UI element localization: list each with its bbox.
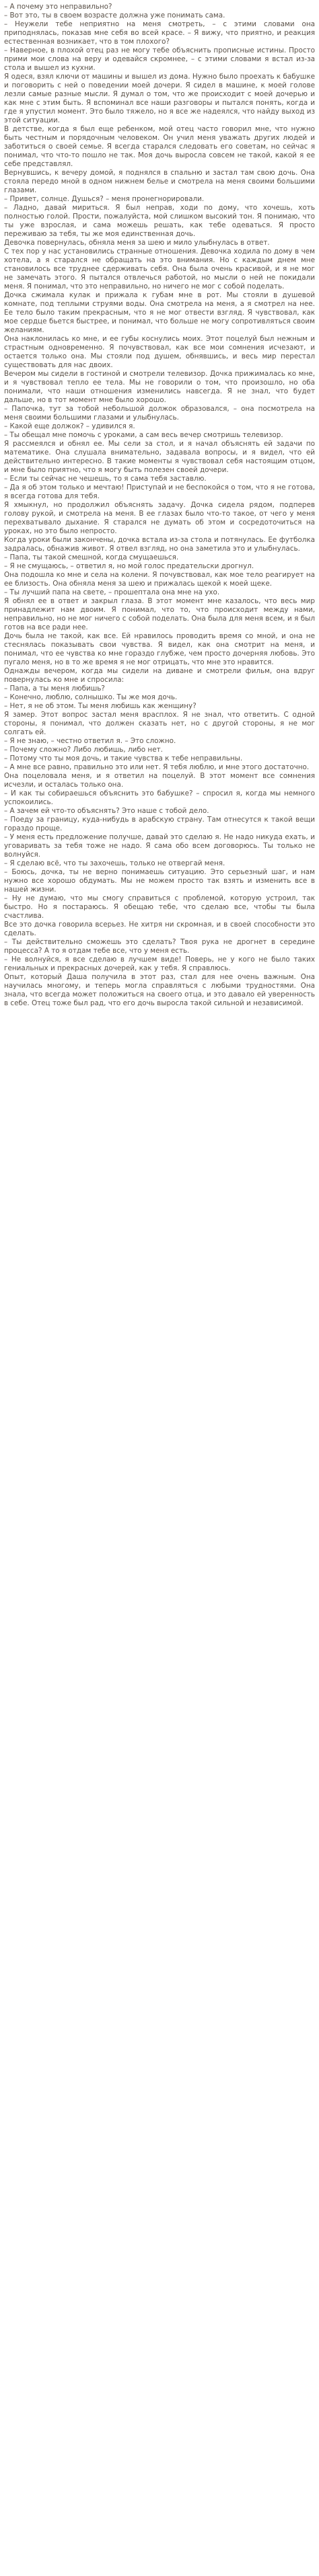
story-paragraph: Она подошла ко мне и села на колени. Я почувствовал, как мое тело реагирует на ее близость. Она обняла меня за шею и прижалась щекой к моей щеке. — [4, 571, 315, 588]
story-paragraph: – Если ты сейчас не чешешь, то я сама тебя заставлю. — [4, 475, 207, 483]
story-paragraph: Дочь была не такой, как все. Ей нравилось проводить время со мной, и она не стеснялась показывать свои чувства. Я видел, как она смотрит на меня, и понимал, что ее чувства ко мне гораздо глубже, чем просто дочерняя любовь. Это пугало меня, но в то же время я не мог отрицать, что мне это нравится. — [4, 632, 315, 666]
story-paragraph: – Папочка, тут за тобой небольшой должок образовался, – она посмотрела на меня своими большими глазами и улыбнулась. — [4, 405, 315, 422]
story-paragraph: – Я не смущаюсь, – ответил я, но мой голос предательски дрогнул. — [4, 562, 254, 570]
story-paragraph: – Папа, а ты меня любишь? — [4, 685, 105, 693]
story-paragraph: – Почему сложно? Либо любишь, либо нет. — [4, 746, 163, 754]
story-paragraph: – Папа, ты такой смешной, когда смущаешься. — [4, 553, 179, 561]
story-paragraph: Я замер. Этот вопрос застал меня врасплох. Я не знал, что ответить. С одной стороны, я понимал, что должен сказать нет, но с другой стороны, я не мог солгать ей. — [4, 711, 315, 736]
story-paragraph: – Ты действительно сможешь это сделать? Твоя рука не дрогнет в середине процесса? А то я отдам тебе все, что у меня есть. — [4, 938, 315, 955]
story-paragraph: – Ладно, давай мириться. Я был неправ, ходи по дому, что хочешь, хоть полностью голой. Прости, пожалуйста, мой слишком высокий тон. Я понимаю, что ты уже взрослая, и сама можешь решать, как тебе одеваться. Я просто переживаю за тебя, ты же моя единственная дочь. — [4, 204, 315, 238]
story-paragraph: Девочка повернулась, обняла меня за шею и мило улыбнулась в ответ. — [4, 239, 270, 247]
story-paragraph: Однажды вечером, когда мы сидели на диване и смотрели фильм, она вдруг повернулась ко мне и спросила: — [4, 667, 315, 684]
story-paragraph: – Привет, солнце. Душься? – меня пронегнорировали. — [4, 195, 205, 203]
story-paragraph: – Не волнуйся, я все сделаю в лучшем виде! Поверь, не у кого не было таких гениальных и прекрасных дочерей, как у тебя. Я справлюсь. — [4, 955, 315, 972]
story-paragraph: В детстве, когда я был еще ребенком, мой отец часто говорил мне, что нужно быть честным и порядочным человеком. Он учил меня уважать других людей и заботиться о своей семье. Я всегда старался следовать его советам, но сейчас я понимал, что что-то пошло не так. Моя дочь выросла совсем не такой, какой я ее себе представлял. — [4, 125, 315, 168]
story-paragraph: Я обнял ее в ответ и закрыл глаза. В этот момент мне казалось, что весь мир принадлежит нам двоим. Я понимал, что то, что происходит между нами, неправильно, но не мог ничего с собой поделать. Она была для меня всем, и я был готов на все ради нее. — [4, 597, 315, 631]
story-document — [0, 0, 319, 1008]
story-paragraph: Я хмыкнул, но продолжил объяснять задачу. Дочка сидела рядом, подперев голову рукой, и смотрела на меня. В ее глазах было что-то такое, от чего у меня перехватывало дыхание. Я старался не думать об этом и сосредоточиться на уроках, но это было непросто. — [4, 501, 315, 535]
story-paragraph: Когда уроки были закончены, дочка встала из-за стола и потянулась. Ее футболка задралась, обнажив живот. Я отвел взгляд, но она заметила это и улыбнулась. — [4, 536, 315, 553]
story-paragraph: – Конечно, люблю, солнышко. Ты же моя дочь. — [4, 693, 178, 701]
story-paragraph: – Да я об этом только и мечтаю! Приступай и не беспокойся о том, что я не готова, я всегда готова для тебя. — [4, 483, 315, 500]
story-paragraph: – Нет, я не об этом. Ты меня любишь как женщину? — [4, 702, 197, 710]
story-paragraph: Она наклонилась ко мне, и ее губы коснулись моих. Этот поцелуй был нежным и страстным одновременно. Я почувствовал, как все мои сомнения исчезают, и остается только она. Мы стояли под душем, обнявшись, и весь мир перестал существовать для нас двоих. — [4, 335, 315, 369]
story-paragraph: Вечером мы сидели в гостиной и смотрели телевизор. Дочка прижималась ко мне, и я чувствовал тепло ее тела. Мы не говорили о том, что произошло, но оба понимали, что наши отношения изменились навсегда. Я не знал, что будет дальше, но в тот момент мне было хорошо. — [4, 370, 315, 404]
story-paragraph: – И как ты собираешься объяснить это бабушке? – спросил я, когда мы немного успокоились. — [4, 789, 315, 806]
story-paragraph: – Поеду за границу, куда-нибудь в арабскую страну. Там отнесутся к такой вещи гораздо проще. — [4, 816, 315, 832]
story-paragraph: – Боюсь, дочка, ты не верно понимаешь ситуацию. Это серьезный шаг, и нам нужно все хорошо обдумать. Мы не можем просто так взять и изменить все в нашей жизни. — [4, 868, 315, 894]
story-paragraph: – А зачем ей что-то объяснять? Это наше с тобой дело. — [4, 807, 209, 815]
story-paragraph: – Вот это, ты в своем возрасте должна уже понимать сама. — [4, 11, 225, 19]
story-paragraph: – Ты лучший папа на свете, – прошептала она мне на ухо. — [4, 588, 220, 596]
story-paragraph: – Я сделаю всё, что ты захочешь, только не отвергай меня. — [4, 859, 225, 867]
story-paragraph: С тех пор у нас установились странные отношения. Девочка ходила по дому в чем хотела, а я старался не обращать на это внимания. Но с каждым днем мне становилось все труднее сдерживать себя. Она была очень красивой, и я не мог не замечать этого. Я пытался отвлечься работой, но мысли о ней не покидали меня. Я понимал, что это неправильно, но ничего не мог с собой поделать. — [4, 247, 315, 290]
story-paragraph: – У меня есть предложение получше, давай это сделаю я. Не надо никуда ехать, и уговаривать за тебя тоже не надо. Я сама обо всем договорюсь. Ты только не волнуйся. — [4, 833, 315, 859]
story-paragraph: – Ты обещал мне помочь с уроками, а сам весь вечер смотришь телевизор. — [4, 431, 283, 439]
story-paragraph: Я одеся, взял ключи от машины и вышел из дома. Нужно было проехать к бабушке и поговорить с ней о поведении моей дочери. Я сидел в машине, к моей голове лезли самые разные мысли. Я думал о том, что же происходит с моей дочерью и как мне с этим быть. Я вспоминал все наши разговоры и пытался понять, когда и где я упустил момент. Это было тяжело, но я все же надеялся, что найду выход из этой ситуации. — [4, 73, 315, 124]
story-paragraph: – Какой еще должок? – удивился я. — [4, 422, 135, 430]
story-paragraph: Все это дочка говорила всерьез. Не хитря ни скромная, и в своей способности это сделать. — [4, 921, 315, 937]
story-paragraph: Я рассмеялся и обнял ее. Мы сели за стол, и я начал объяснять ей задачи по математике. Она слушала внимательно, задавала вопросы, и я видел, что ей действительно интересно. В такие моменты я чувствовал себя настоящим отцом, и мне было приятно, что я могу быть полезен своей дочери. — [4, 440, 315, 474]
story-paragraph: – Потому что ты моя дочь, и такие чувства к тебе неправильны. — [4, 754, 243, 763]
story-paragraph: Дочка сжимала кулак и прижала к губам мне в рот. Мы стояли в душевой комнате, под теплыми струями воды. Она смотрела на меня, а я смотрел на нее. Ее тело было таким прекрасным, что я не мог отвести взгляд. Я чувствовал, как мое сердце бьется быстрее, и понимал, что больше не могу сопротивляться своим желаниям. — [4, 291, 315, 334]
story-paragraph: Вернувшись, к вечеру домой, я поднялся в спальню и застал там свою дочь. Она стояла передо мной в одном нижнем белье и смотрела на меня своими большими глазами. — [4, 169, 315, 194]
story-paragraph: Опыт, который Даша получила в этот раз, стал для нее очень важным. Она научилась многому, и теперь могла справляться с любыми трудностями. Она знала, что всегда может положиться на своего отца, и это давало ей уверенность в себе. Отец тоже был рад, что его дочь выросла такой сильной и независимой. — [4, 973, 315, 1007]
story-paragraph: – А мне все равно, правильно это или нет. Я тебя люблю, и мне этого достаточно. — [4, 763, 310, 771]
story-paragraph: – А почему это неправильно? — [4, 3, 112, 11]
story-paragraph: – Наверное, в плохой отец раз не могу тебе объяснить прописные истины. Просто прими мои слова на веру и одевайся скромнее, – с этими словами я встал из-за стола и вышел из кухни. — [4, 46, 315, 72]
story-paragraph: – Я не знаю, – честно ответил я. – Это сложно. — [4, 737, 176, 745]
story-paragraph: – Неужели тебе неприятно на меня смотреть, – с этими словами она приподнялась, показав мне себя во всей красе. – Я вижу, что приятно, и реакция естественная возникает, что в том плохого? — [4, 20, 315, 46]
story-paragraph: – Ну не думаю, что мы смогу справиться с проблемой, которую устроил, так быстро. Но я постараюсь. Я обещаю тебе, что сделаю все, чтобы ты была счастлива. — [4, 894, 315, 920]
story-paragraph: Она поцеловала меня, и я ответил на поцелуй. В этот момент все сомнения исчезли, и осталась только она. — [4, 772, 315, 789]
